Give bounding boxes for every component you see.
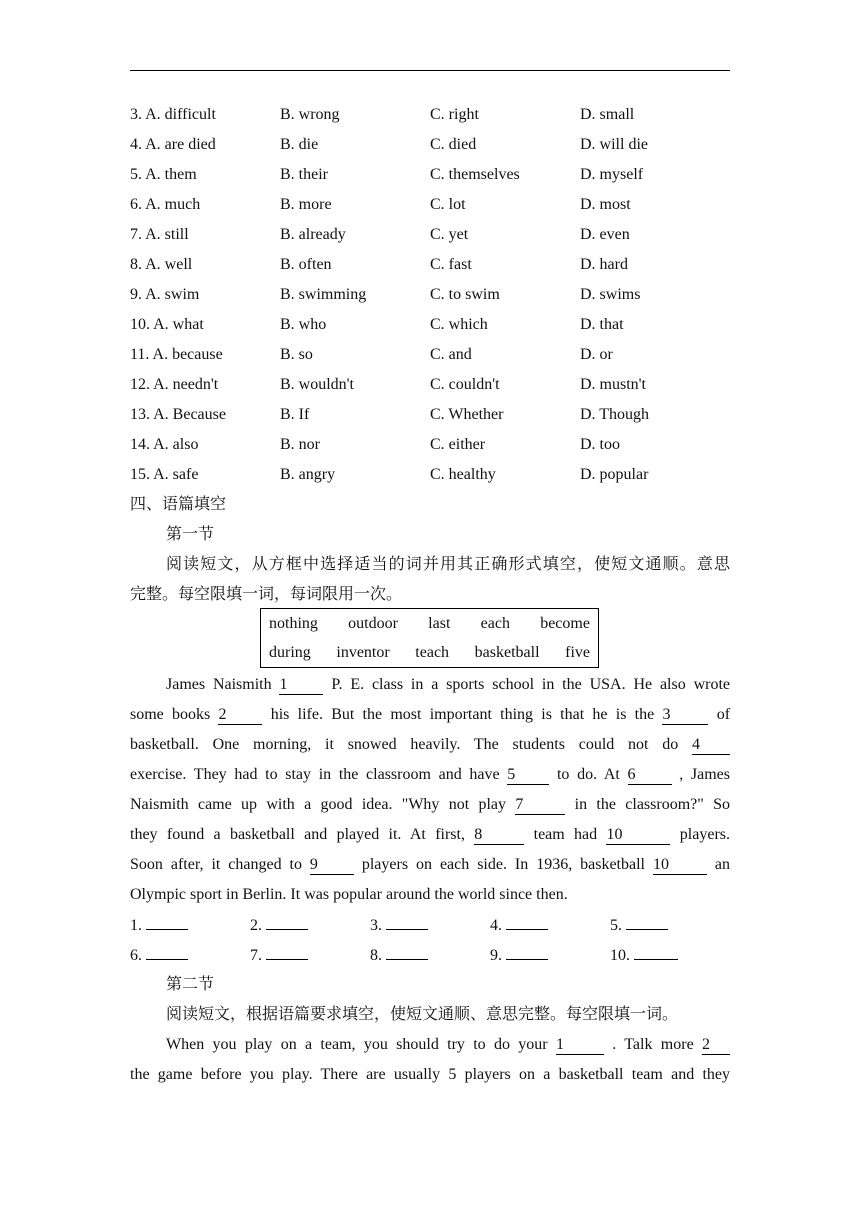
passage-text: When you play on a team, you should try to do your [166,1036,556,1053]
blank-8[interactable]: 8 [474,826,524,845]
passage-text: some books [130,706,219,723]
answer-cell [490,945,610,965]
page-content [130,100,730,1090]
blank-6[interactable]: 6 [628,766,672,785]
word-box-word: outdoor [348,615,398,632]
choice-row [130,160,730,190]
passage-text: an [706,856,730,873]
answer-number: 2. [250,917,262,934]
word-box-area [130,610,730,670]
choice-option-a[interactable]: 4. A. are died [130,136,216,153]
choice-row [130,100,730,130]
passage-text: James Naismith [166,676,280,693]
choice-option-d[interactable]: D. small [580,106,635,123]
passage-text: exercise. They had to stay in the classroom and have [130,766,508,783]
answer-cell [610,945,730,965]
passage-text: Soon after, it changed to [130,856,310,873]
passage-text: his life. But the most important thing is that he is the [262,706,663,723]
choice-row [130,190,730,220]
blank-3[interactable]: 3 [662,706,708,725]
answer-blank[interactable] [266,945,308,960]
choice-option-c[interactable]: C. fast [430,256,472,273]
choice-option-a[interactable]: 10. A. what [130,316,204,333]
part1-instruction-line2: 完整。每空限填一词，每词限用一次。 [130,586,403,603]
answer-blank[interactable] [386,945,428,960]
choice-option-a[interactable]: 12. A. needn't [130,376,219,393]
choice-row [130,130,730,160]
answer-number: 5. [610,917,622,934]
choice-option-b[interactable]: B. who [280,316,327,333]
choice-option-c[interactable]: C. themselves [430,166,520,183]
choice-option-c[interactable]: C. which [430,316,488,333]
answer-blank[interactable] [506,915,548,930]
passage-line: Olympic sport in Berlin. It was popular around the world since then. [130,886,568,903]
answer-blank[interactable] [386,915,428,930]
choice-option-b[interactable]: B. If [280,406,310,423]
choice-row [130,220,730,250]
choice-option-c[interactable]: C. lot [430,196,466,213]
part2-blank-2[interactable]: 2 [702,1036,730,1055]
passage-line [130,700,730,730]
choice-option-d[interactable]: D. myself [580,166,644,183]
choice-option-b[interactable]: B. wrong [280,106,340,123]
word-box [260,608,599,668]
answer-number: 4. [490,917,502,934]
choice-option-d[interactable]: D. too [580,436,620,453]
answer-cell [250,915,370,935]
choice-option-c[interactable]: C. either [430,436,486,453]
choice-option-c[interactable]: C. healthy [430,466,496,483]
blank-4[interactable]: 4 [692,736,730,755]
passage-text: , James [671,766,731,783]
blank-5[interactable]: 5 [507,766,549,785]
choice-option-d[interactable]: D. or [580,346,613,363]
choice-option-d[interactable]: D. Though [580,406,650,423]
answer-number: 9. [490,947,502,964]
answer-number: 3. [370,917,382,934]
choice-row [130,340,730,370]
choice-option-c[interactable]: C. to swim [430,286,500,303]
word-box-word: last [428,615,451,632]
choice-row [130,310,730,340]
choice-option-c[interactable]: C. Whether [430,406,504,423]
word-box-word: teach [415,644,450,661]
blank-2[interactable]: 2 [218,706,262,725]
section-title: 四、语篇填空 [130,496,227,513]
answer-row [130,910,730,940]
word-box-word: basketball [474,644,540,661]
answer-blank[interactable] [634,945,678,960]
answer-cell [130,915,250,935]
word-box-word: during [269,644,311,661]
passage-text: in the classroom?" So [565,796,731,813]
choice-row [130,400,730,430]
passage-line [130,670,730,700]
part2-blank-1[interactable]: 1 [556,1036,604,1055]
answer-cell [370,915,490,935]
answer-number: 6. [130,947,142,964]
choice-option-c[interactable]: C. and [430,346,472,363]
choice-option-d[interactable]: D. most [580,196,631,213]
choice-row [130,460,730,490]
answer-number: 1. [130,917,142,934]
part2-instruction: 阅读短文，根据语篇要求填空，使短文通顺、意思完整。每空限填一词。 [166,1006,679,1023]
choice-option-b[interactable]: B. often [280,256,332,273]
passage-text: they found a basketball and played it. At first, [130,826,475,843]
passage-text: players on each side. In 1936, basketball [353,856,653,873]
passage-text: . Talk more [603,1036,702,1053]
choice-option-b[interactable]: B. their [280,166,328,183]
choice-option-b[interactable]: B. wouldn't [280,376,354,393]
choice-option-b[interactable]: B. angry [280,466,336,483]
choice-row [130,280,730,310]
answer-blank[interactable] [626,915,668,930]
part2-heading: 第二节 [166,976,215,993]
answer-cell [490,915,610,935]
part1-passage [130,670,730,910]
choice-option-d[interactable]: D. even [580,226,630,243]
choice-option-d[interactable]: D. hard [580,256,628,273]
choice-option-b[interactable]: B. more [280,196,332,213]
passage-text: players. [670,826,730,843]
choice-option-d[interactable]: D. popular [580,466,649,483]
choice-option-b[interactable]: B. so [280,346,313,363]
passage-text: basketball. One morning, it snowed heavily. The students could not do [130,736,692,753]
blank-7[interactable]: 7 [515,796,565,815]
word-box-word: become [540,615,590,632]
answer-number: 7. [250,947,262,964]
choice-option-a[interactable]: 7. A. still [130,226,189,243]
answer-cell [130,945,250,965]
choices-list [130,100,730,490]
choice-option-d[interactable]: D. mustn't [580,376,646,393]
choice-row [130,370,730,400]
choice-option-d[interactable]: D. swims [580,286,641,303]
blank-11[interactable]: 10 [653,856,707,875]
choice-option-a[interactable]: 11. A. because [130,346,223,363]
word-box-word: inventor [336,644,390,661]
passage-text: to do. At [549,766,628,783]
choice-option-a[interactable]: 8. A. well [130,256,193,273]
passage-line [130,760,730,790]
answer-blank[interactable] [506,945,548,960]
answer-cell [610,915,730,935]
answer-blank[interactable] [146,915,188,930]
choice-option-a[interactable]: 9. A. swim [130,286,200,303]
passage-text: of [708,706,731,723]
header-rule [130,70,730,71]
word-box-row [269,609,590,638]
answer-blank[interactable] [266,915,308,930]
passage-line [130,1030,730,1060]
passage-text: Naismith came up with a good idea. "Why not play [130,796,516,813]
choice-row [130,430,730,460]
choice-option-c[interactable]: C. yet [430,226,469,243]
part1-heading: 第一节 [166,526,215,543]
answer-row [130,940,730,970]
blank-1[interactable]: 1 [279,676,323,695]
choice-option-a[interactable]: 13. A. Because [130,406,226,423]
choice-option-a[interactable]: 5. A. them [130,166,197,183]
part1-instruction-line1: 阅读短文，从方框中选择适当的词并用其正确形式填空，使短文通顺。意思 [166,556,730,573]
choice-option-d[interactable]: D. will die [580,136,648,153]
word-box-word: nothing [269,615,318,632]
choice-option-c[interactable]: C. couldn't [430,376,500,393]
choice-option-a[interactable]: 6. A. much [130,196,201,213]
passage-line [130,790,730,820]
passage-line [130,820,730,850]
choice-option-b[interactable]: B. swimming [280,286,367,303]
blank-9[interactable]: 10 [606,826,670,845]
word-box-word: each [480,615,510,632]
choice-option-b[interactable]: B. die [280,136,319,153]
choice-option-b[interactable]: B. already [280,226,346,243]
passage-text: P. E. class in a sports school in the USA. He also wrote [323,676,731,693]
passage-line [130,730,730,760]
answer-number: 8. [370,947,382,964]
answer-number: 10. [610,947,630,964]
choice-option-d[interactable]: D. that [580,316,624,333]
choice-option-a[interactable]: 15. A. safe [130,466,199,483]
choice-option-b[interactable]: B. nor [280,436,320,453]
choice-option-c[interactable]: C. died [430,136,477,153]
choice-row [130,250,730,280]
passage-text: team had [524,826,607,843]
choice-option-c[interactable]: C. right [430,106,479,123]
answer-cell [250,945,370,965]
answer-blank[interactable] [146,945,188,960]
blank-10[interactable]: 9 [310,856,354,875]
choice-option-a[interactable]: 14. A. also [130,436,199,453]
passage-line [130,850,730,880]
answer-cell [370,945,490,965]
choice-option-a[interactable]: 3. A. difficult [130,106,216,123]
passage-line: the game before you play. There are usually 5 players on a basketball team and they [130,1066,730,1083]
word-box-row [269,638,590,667]
word-box-word: five [565,644,590,661]
